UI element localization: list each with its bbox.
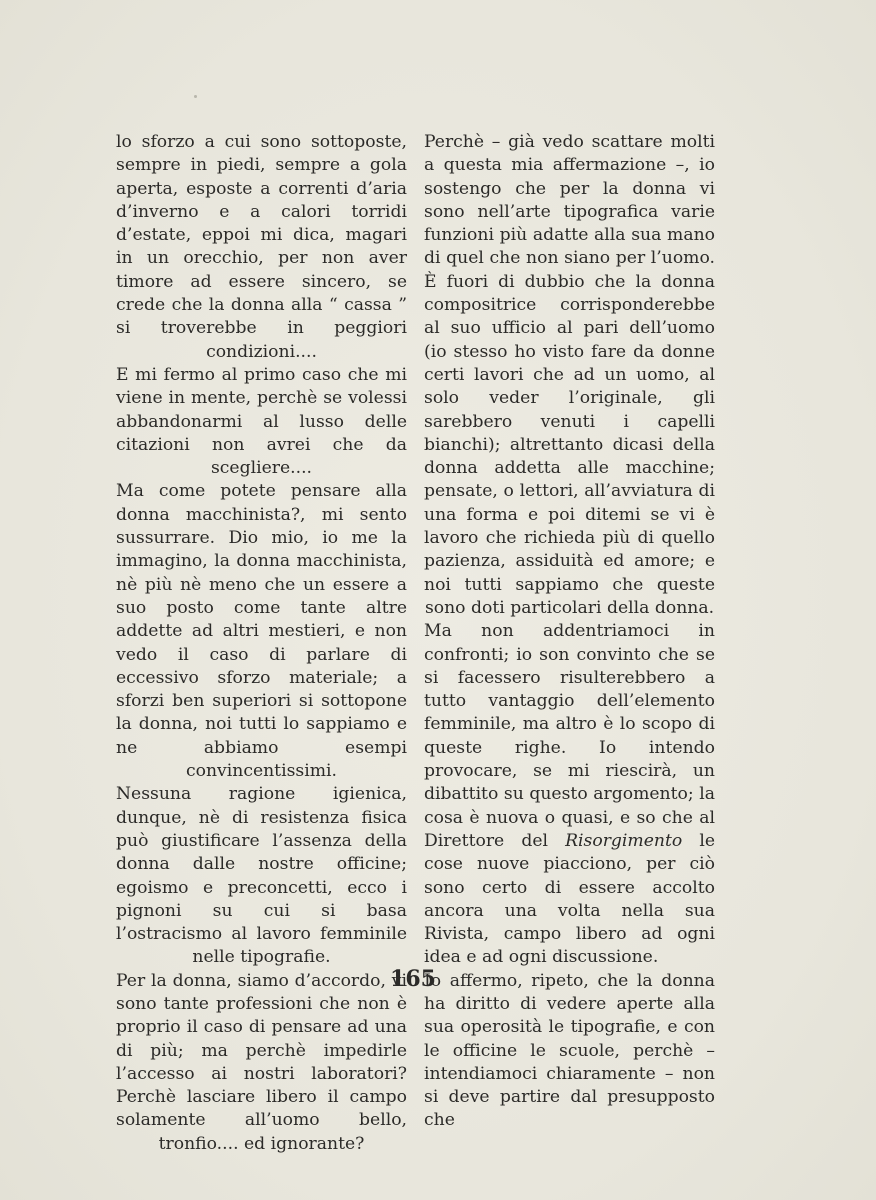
- paragraph: Nessuna ragione igienica, dunque, nè di resistenza fisica può giustificare l’assenza della donna dalle nostre officine; egoismo e preconcetti, ecco i pignoni su cui si basa l’ostracismo al lavoro femminile nelle tipografie.: [116, 784, 407, 968]
- page-number: 165: [390, 966, 436, 992]
- paragraph-text: le cose nuove piacciono, per ciò sono certo di essere accolto ancora una volta nella sua Rivista, campo libero ad ogni idea e ad ogni discussione.: [424, 830, 715, 968]
- paragraph: lo sforzo a cui sono sottoposte, sempre in piedi, sempre a gola aperta, esposte a correnti d’aria d’inverno e a calori torridi d’estate, eppoi mi dica, magari in un orecchio, per non aver timore ad essere sincero, se crede che la donna alla “ cassa ” si troverebbe in peggiori condizioni....: [116, 132, 407, 362]
- paragraph: [424, 620, 715, 969]
- paragraph-text: Ma non addentriamoci in confronti; io son convinto che se si facessero risulterebbero a tutto vantaggio dell’elemento femminile, ma altro è lo scopo di queste righe. Io intendo provocare, se mi riescirà, un dibattito su questo argomento; la cosa è nuova o quasi, e so che al Direttore del: [424, 621, 715, 851]
- paragraph: Per la donna, siamo d’accordo, vi sono tante professioni che non è proprio il caso di pensare ad una di più; ma perchè impedirle l’accesso ai nostri laboratori? Perchè lasciare libero il campo solamente all’uomo bello, tronfio.... ed ignorante?: [116, 970, 407, 1154]
- italic-title: Risorgimento: [565, 830, 683, 851]
- speck: [194, 95, 197, 98]
- paragraph: Io affermo, ripeto, che la donna ha diritto di vedere aperte alla sua operosità le tipografie, e con le officine le scuole, perchè – intendiamoci chiaramente – non si deve partire dal presupposto che: [424, 970, 715, 1131]
- paragraph: Ma come potete pensare alla donna macchinista?, mi sento sussurrare. Dio mio, io me la immagino, la donna macchinista, nè più nè meno che un essere a suo posto come tante altre addette ad altri mestieri, e non vedo il caso di parlare di eccessivo sforzo materiale; a sforzi ben superiori si sottopone la donna, noi tutti lo sappiamo e ne abbiamo esempi convincentissimi.: [116, 481, 407, 782]
- left-column: [116, 131, 407, 1156]
- paragraph: Perchè – già vedo scattare molti a questa mia affermazione –, io sostengo che per la donna vi sono nell’arte tipografica varie funzioni più adatte alla sua mano di quel che non siano per l’uomo. È fuori di dubbio che la donna compositrice corrisponderebbe al suo ufficio al pari dell’uomo (io stesso ho visto fare da donne certi lavori che ad un uomo, al solo veder l’originale, gli sarebbero venuti i capelli bianchi); altrettanto dicasi della donna addetta alle macchine; pensate, o lettori, all’avviatura di una forma e poi ditemi se vi è lavoro che richieda più di quello pazienza, assiduità ed amore; e noi tutti sappiamo che queste sono doti particolari della donna.: [424, 132, 715, 618]
- paragraph: E mi fermo al primo caso che mi viene in mente, perchè se volessi abbandonarmi al lusso delle citazioni non avrei che da scegliere....: [116, 364, 407, 479]
